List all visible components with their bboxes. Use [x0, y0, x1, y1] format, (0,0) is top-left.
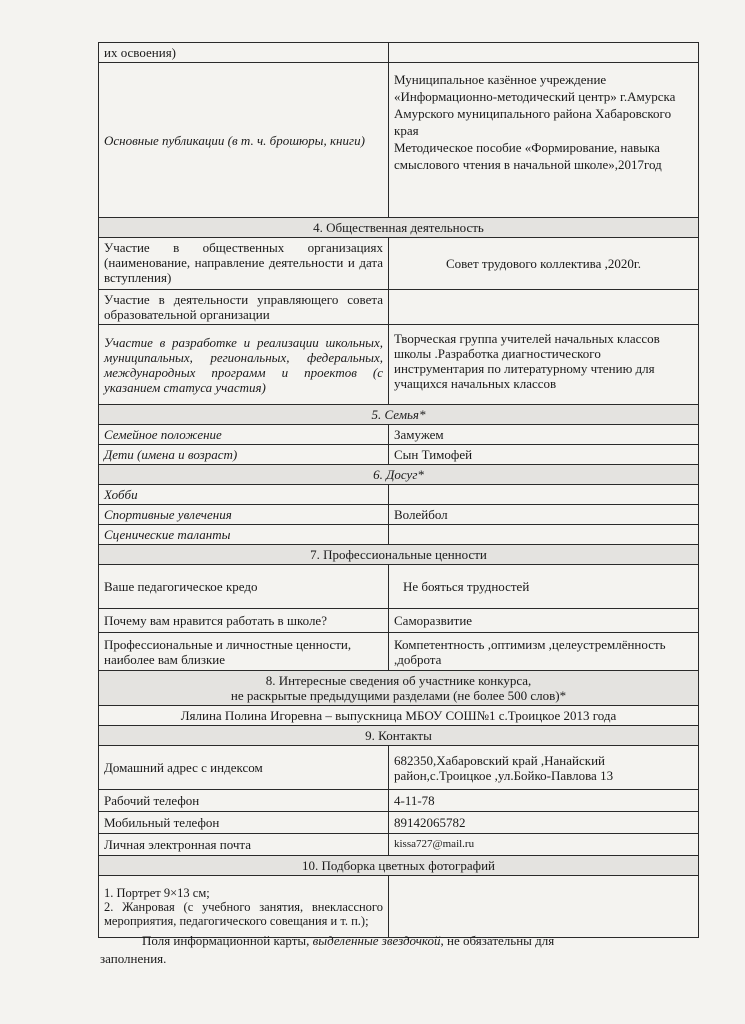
photos-item-genre: 2. Жанровая (с учебного занятия, внеклассного мероприятия, педагогического совещания и т. п.);: [104, 899, 383, 928]
governing-council-value: [389, 290, 699, 325]
why-school-label: Почему вам нравится работать в школе?: [99, 609, 389, 633]
credo-value: Не бояться трудностей: [389, 565, 699, 609]
address-value: 682350,Хабаровский край ,Нанайский район,с.Троицкое ,ул.Бойко-Павлова 13: [389, 746, 699, 790]
work-phone-label: Рабочий телефон: [99, 790, 389, 812]
programs-value: Творческая группа учителей начальных классов школы .Разработка диагностического инструментария по литературному чтению для учащихся начальных классов: [389, 325, 699, 405]
values-label: Профессиональные и личностные ценности, наиболее вам близкие: [99, 633, 389, 671]
section-8-title-line2: не раскрытые предыдущими разделами (не более 500 слов)*: [230, 688, 567, 703]
mobile-phone-value: 89142065782: [389, 812, 699, 834]
footnote-line1: [100, 932, 700, 950]
why-school-value: Саморазвитие: [389, 609, 699, 633]
stage-talents-value: [389, 525, 699, 545]
marital-value: Замужем: [389, 425, 699, 445]
governing-council-label: Участие в деятельности управляющего совета образовательной организации: [99, 290, 389, 325]
children-value: Сын Тимофей: [389, 445, 699, 465]
mobile-phone-label: Мобильный телефон: [99, 812, 389, 834]
sports-label: Спортивные увлечения: [99, 505, 389, 525]
programs-label: Участие в разработке и реализации школьных, муниципальных, региональных, федеральных, международных программ и проектов (с указанием статуса участия): [99, 325, 389, 405]
marital-label: Семейное положение: [99, 425, 389, 445]
section-5-title: 5. Семья*: [99, 405, 699, 425]
children-label: Дети (имена и возраст): [99, 445, 389, 465]
credo-label: Ваше педагогическое кредо: [99, 565, 389, 609]
info-card-table: [98, 42, 699, 938]
section-7-title: 7. Профессиональные ценности: [99, 545, 699, 565]
public-orgs-label: Участие в общественных организациях (наименование, направление деятельности и дата вступления): [99, 238, 389, 290]
photos-value: [389, 876, 699, 938]
info-card-page: [98, 42, 698, 938]
footnote-line2: заполнения.: [100, 951, 167, 966]
mastery-tail-cell: их освоения): [99, 43, 389, 63]
email-value: kissa727@mail.ru: [389, 834, 699, 856]
publications-label: Основные публикации (в т. ч. брошюры, книги): [99, 63, 389, 218]
section-4-title: 4. Общественная деятельность: [99, 218, 699, 238]
section-6-title: 6. Досуг*: [99, 465, 699, 485]
footnote: [100, 932, 700, 968]
photos-label: [99, 876, 389, 938]
section-8-title: [99, 671, 699, 706]
stage-talents-label: Сценические таланты: [99, 525, 389, 545]
photos-item-portrait: 1. Портрет 9×13 см;: [104, 885, 210, 900]
section-8-title-line1: 8. Интересные сведения об участнике конкурса,: [265, 673, 532, 688]
values-value: Компетентность ,оптимизм ,целеустремлённость ,доброта: [389, 633, 699, 671]
sports-value: Волейбол: [389, 505, 699, 525]
section-10-title: 10. Подборка цветных фотографий: [99, 856, 699, 876]
section-9-title: 9. Контакты: [99, 726, 699, 746]
footnote-part3: , не обязательны для: [440, 933, 555, 948]
address-label: Домашний адрес с индексом: [99, 746, 389, 790]
hobby-value: [389, 485, 699, 505]
footnote-part1: Поля информационной карты,: [142, 933, 313, 948]
footnote-emphasis: выделенные звездочкой: [312, 933, 441, 948]
email-label: Личная электронная почта: [99, 834, 389, 856]
work-phone-value: 4-11-78: [389, 790, 699, 812]
publications-value: Муниципальное казённое учреждение «Информационно-методический центр» г.Амурска Амурского муниципального района Хабаровского края Методическое пособие «Формирование, навыка смыслового чтения в начальной школе»,2017год: [389, 63, 699, 218]
interesting-facts-value: Лялина Полина Игоревна – выпускница МБОУ СОШ№1 с.Троицкое 2013 года: [99, 706, 699, 726]
mastery-tail-value: [389, 43, 699, 63]
hobby-label: Хобби: [99, 485, 389, 505]
public-orgs-value: Совет трудового коллектива ,2020г.: [389, 238, 699, 290]
